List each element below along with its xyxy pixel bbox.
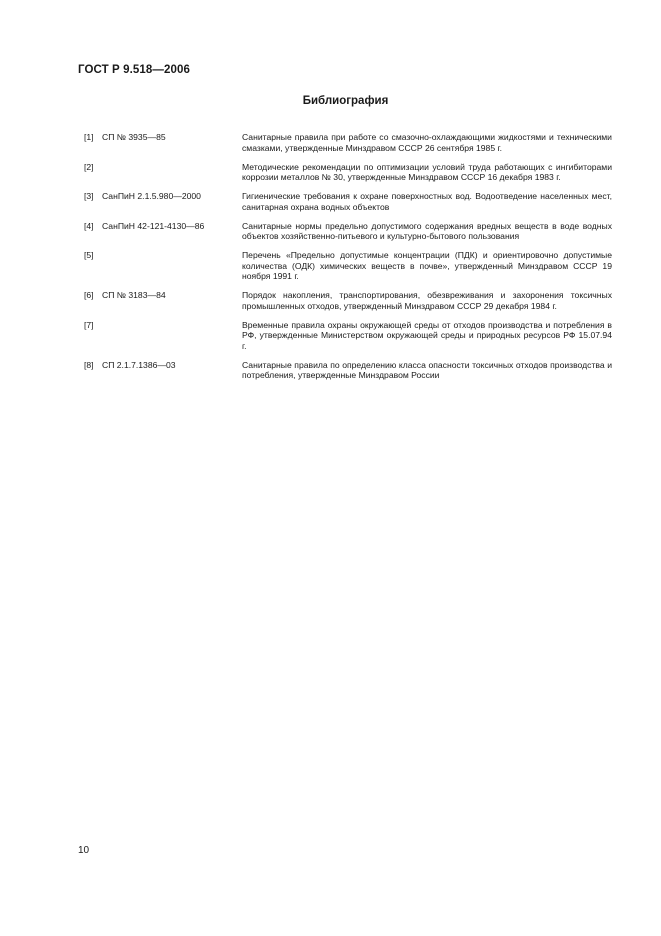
standard-header: ГОСТ Р 9.518—2006 [78, 64, 190, 76]
bibliography-entry-2 [84, 162, 612, 183]
bibliography-entry-1 [84, 132, 612, 153]
entry-number: [6] [84, 290, 94, 300]
entry-code: СанПиН 2.1.5.980—2000 [102, 191, 201, 201]
entry-text: Санитарные правила по определению класса опасности токсичных отходов производства и потребления, утвержденные Минздравом России [242, 359, 612, 380]
bibliography-entry-5 [84, 250, 612, 282]
bibliography-entry-3 [84, 191, 612, 212]
entry-text: Гигиенические требования к охране поверхностных вод. Водоотведение населенных мест, санитарная охрана водных объектов [242, 191, 612, 212]
entry-text: Методические рекомендации по оптимизации условий труда работающих с ингибиторами коррозии металлов № 30, утвержденные Минздравом СССР 16 декабря 1983 г. [242, 161, 612, 182]
entry-number: [8] [84, 359, 94, 370]
entry-code: СанПиН 42-121-4130—86 [102, 220, 205, 231]
entry-number: [5] [84, 250, 94, 260]
entry-number: [7] [84, 319, 94, 330]
entry-text: Санитарные правила при работе со смазочно-охлаждающими жидкостями и техническими смазками, утвержденные Минздравом СССР 26 сентября 1985 г. [242, 132, 612, 153]
entry-number: [1] [84, 132, 94, 142]
bibliography-entry-6 [84, 290, 612, 311]
page-number: 10 [78, 845, 90, 856]
bibliography-entry-8 [84, 360, 612, 381]
entry-code: СП № 3183—84 [102, 290, 166, 300]
entry-number: [4] [84, 220, 94, 231]
bibliography-list [84, 132, 612, 389]
entry-text: Порядок накопления, транспортирования, обезвреживания и захоронения токсичных промышленных отходов, утвержденный Минздравом СССР 29 декабря 1984 г. [242, 290, 612, 311]
entry-number: [3] [84, 191, 94, 201]
bibliography-entry-4 [84, 221, 612, 242]
entry-code: СП 2.1.7.1386—03 [102, 359, 176, 370]
entry-text: Временные правила охраны окружающей среды от отходов производства и потребления в РФ, утвержденные Министерством окружающей среды и природных ресурсов РФ 15.07.94 г. [242, 319, 612, 351]
entry-number: [2] [84, 161, 94, 172]
section-title: Библиография [302, 95, 389, 107]
entry-code: СП № 3935—85 [102, 132, 166, 142]
entry-text: Перечень «Предельно допустимые концентрации (ПДК) и ориентировочно допустимые количества (ОДК) химических веществ в почве», утвержденный Минздравом СССР 19 ноября 1991 г. [242, 250, 612, 281]
bibliography-entry-7 [84, 320, 612, 352]
entry-text: Санитарные нормы предельно допустимого содержания вредных веществ в воде водных объектов хозяйственно-питьевого и культурно-бытового пользования [242, 220, 612, 241]
